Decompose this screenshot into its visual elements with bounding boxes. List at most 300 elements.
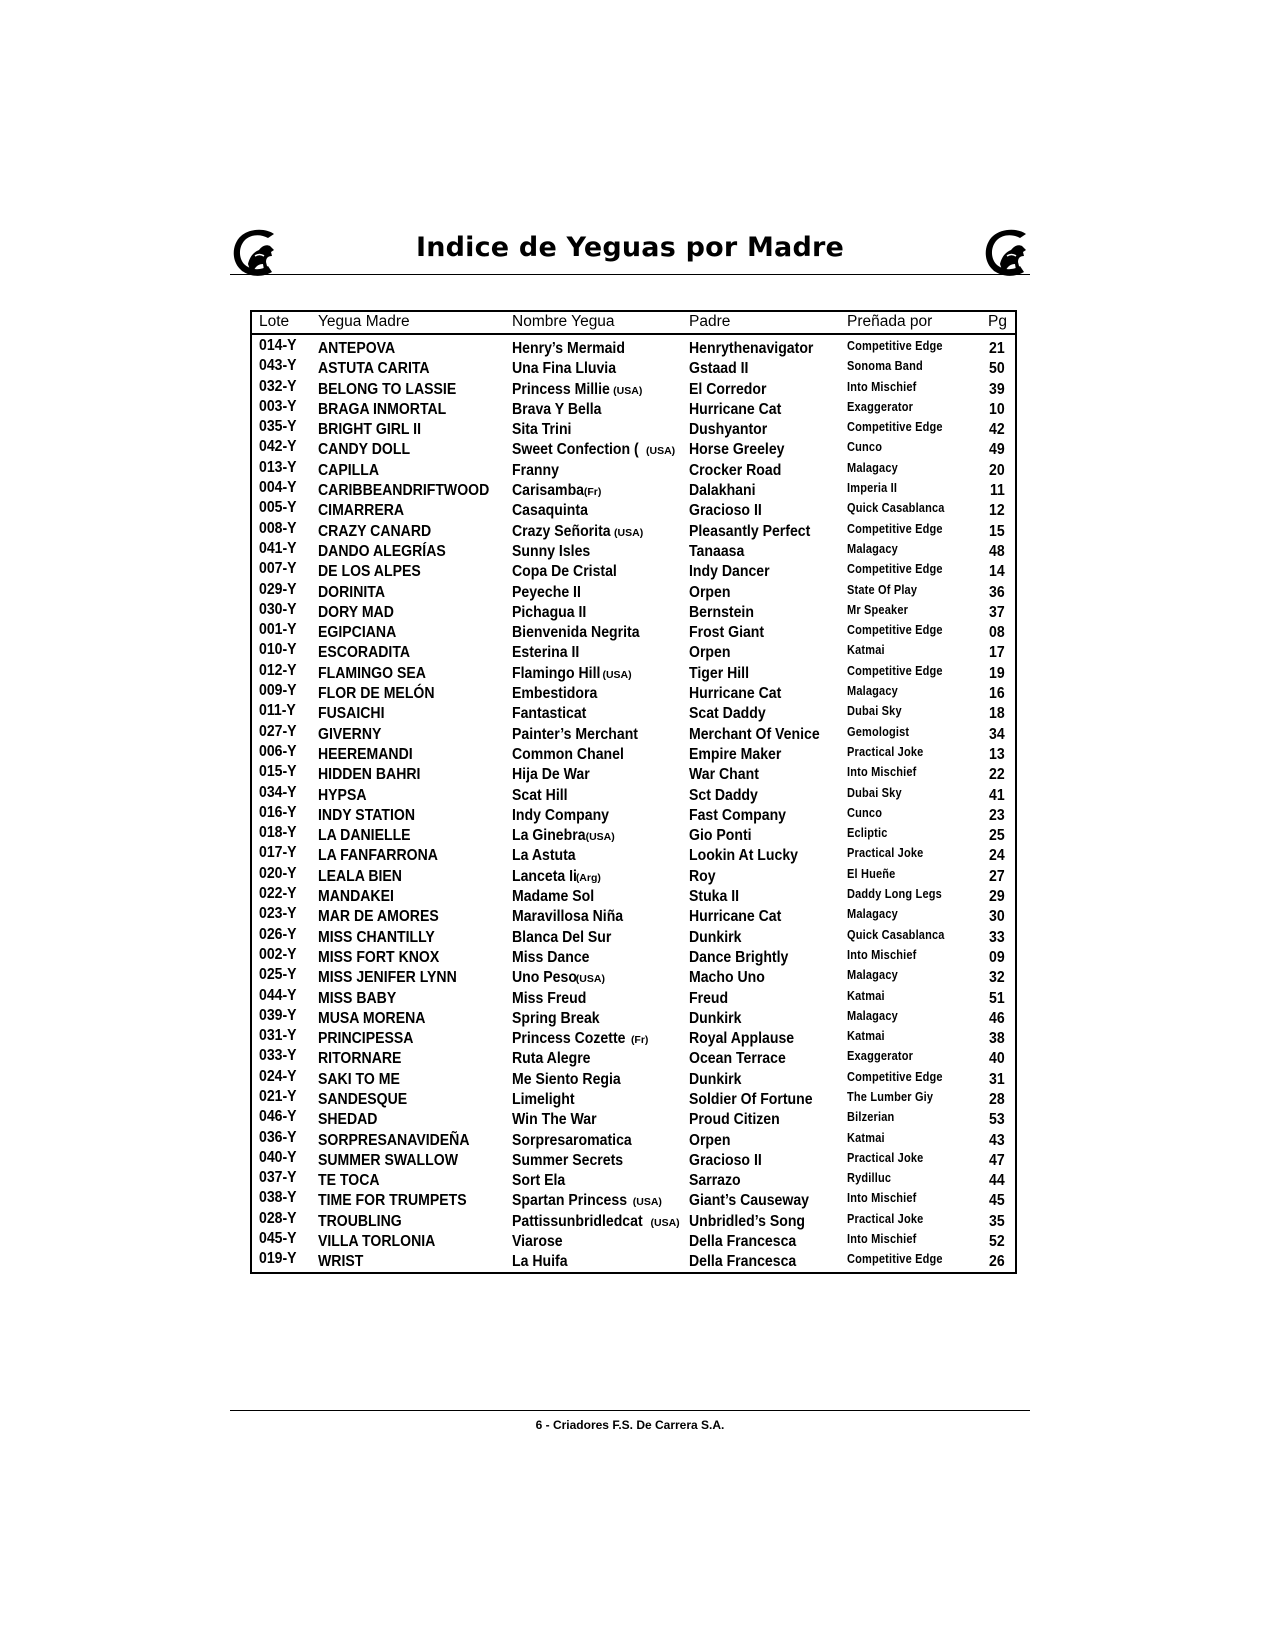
padre-cell-text: Giant’s Causeway (689, 1192, 809, 1210)
padre-cell-text: Gracioso II (689, 502, 762, 520)
nombre-cell (512, 523, 643, 541)
lote-cell (259, 885, 302, 903)
prenada-cell-text: Daddy Long Legs (847, 887, 942, 902)
madre-cell-text: CAPILLA (318, 461, 380, 479)
lote-cell-text: 012-Y (259, 661, 297, 679)
madre-cell-text: MISS JENIFER LYNN (318, 969, 457, 987)
pg-cell-text: 39 (989, 380, 1005, 398)
madre-cell (318, 1030, 426, 1048)
prenada-cell-text: Katmai (847, 988, 885, 1003)
madre-cell (318, 340, 406, 358)
pg-cell-text: 31 (989, 1070, 1005, 1088)
lote-cell-text: 005-Y (259, 499, 297, 517)
nombre-cell-text: Me Siento Regia (512, 1070, 621, 1088)
nombre-cell (512, 766, 600, 784)
madre-cell (318, 665, 441, 683)
padre-cell (689, 1213, 821, 1231)
pg-cell (989, 847, 1007, 865)
prenada-cell-text: Bilzerian (847, 1110, 895, 1125)
padre-cell (689, 1030, 808, 1048)
lote-cell (259, 905, 302, 923)
origin-suffix: (USA) (575, 973, 605, 986)
padre-cell-text: Sarrazo (689, 1172, 741, 1190)
lote-cell (259, 804, 302, 822)
page-title: Indice de Yeguas por Madre (415, 232, 845, 263)
lote-cell (259, 1068, 302, 1086)
pg-cell (989, 441, 1007, 459)
padre-cell (689, 990, 733, 1008)
nombre-cell-text: Franny (512, 461, 559, 479)
madre-cell-text: SAKI TO ME (318, 1070, 400, 1088)
prenada-cell-text: Malagacy (847, 460, 898, 475)
prenada-cell (847, 562, 956, 576)
pg-cell (989, 1233, 1007, 1251)
madre-cell-text: DANDO ALEGRÍAS (318, 542, 446, 560)
nombre-cell (512, 929, 625, 947)
origin-suffix: (Fr) (583, 486, 602, 499)
prenada-cell (847, 1029, 890, 1043)
lote-cell (259, 824, 302, 842)
prenada-cell (847, 948, 926, 962)
madre-cell (318, 502, 416, 520)
madre-cell-text: HEEREMANDI (318, 745, 413, 763)
prenada-cell (847, 481, 904, 495)
nombre-cell-text: Sweet Confection ( (512, 441, 639, 459)
prenada-cell-text: Imperia II (847, 481, 898, 496)
prenada-cell (847, 1110, 901, 1124)
prenada-cell-text: Into Mischief (847, 379, 917, 394)
prenada-cell-text: Quick Casablanca (847, 501, 945, 516)
nombre-cell-text: Scat Hill (512, 786, 568, 804)
lote-cell-text: 026-Y (259, 925, 297, 943)
pg-cell (989, 563, 1007, 581)
madre-cell-text: LA DANIELLE (318, 827, 411, 845)
lote-cell-text: 025-Y (259, 966, 297, 984)
prenada-cell-text: Cunco (847, 805, 883, 820)
nombre-cell-text: Princess Millie (512, 380, 610, 398)
column-header-madre: Yegua Madre (318, 313, 410, 330)
nombre-cell (512, 482, 601, 500)
madre-cell (318, 482, 513, 500)
origin-suffix: (USA) (613, 384, 643, 397)
padre-cell (689, 1111, 792, 1129)
padre-cell-text: Tanaasa (689, 542, 745, 560)
madre-cell-text: CRAZY CANARD (318, 522, 432, 540)
pg-cell-text: 48 (989, 542, 1005, 560)
nombre-cell-text: Spring Break (512, 1009, 600, 1027)
padre-cell (689, 1233, 811, 1251)
pg-cell (989, 381, 1007, 399)
pg-cell-text: 34 (989, 725, 1005, 743)
padre-cell-text: Gstaad II (689, 360, 749, 378)
nombre-cell (512, 624, 657, 642)
pg-cell (989, 340, 1007, 358)
padre-cell-text: Orpen (689, 1131, 731, 1149)
origin-suffix: (Fr) (630, 1034, 649, 1047)
madre-cell-text: GIVERNY (318, 725, 382, 743)
padre-cell-text: Stuka II (689, 888, 740, 906)
nombre-cell (512, 604, 596, 622)
prenada-cell (847, 928, 958, 942)
madre-cell-text: TROUBLING (318, 1212, 402, 1230)
lote-cell-text: 039-Y (259, 1006, 297, 1024)
pg-cell-text: 44 (989, 1172, 1005, 1190)
lote-cell-text: 004-Y (259, 479, 297, 497)
pg-cell (989, 1152, 1007, 1170)
madre-cell (318, 888, 404, 906)
prenada-cell-text: The Lumber Giy (847, 1089, 934, 1104)
prenada-cell (847, 440, 887, 454)
pg-cell-text: 43 (989, 1131, 1005, 1149)
prenada-cell (847, 725, 918, 739)
padre-cell (689, 1071, 749, 1089)
prenada-cell (847, 1009, 905, 1023)
madre-cell-text: ASTUTA CARITA (318, 360, 430, 378)
padre-cell-text: Gracioso II (689, 1151, 762, 1169)
madre-cell-text: MISS FORT KNOX (318, 948, 440, 966)
pg-cell-text: 22 (989, 766, 1005, 784)
madre-cell (318, 604, 404, 622)
prenada-cell (847, 583, 927, 597)
prenada-cell-text: Ecliptic (847, 826, 888, 841)
prenada-cell (847, 887, 955, 901)
origin-suffix: (USA) (585, 831, 615, 844)
nombre-cell (512, 705, 596, 723)
madre-cell (318, 1050, 413, 1068)
madre-cell-text: EGIPCIANA (318, 624, 397, 642)
lote-cell-text: 007-Y (259, 560, 297, 578)
nombre-cell-text: Henry’s Mermaid (512, 340, 625, 357)
padre-cell (689, 705, 776, 723)
lote-cell-text: 038-Y (259, 1189, 297, 1207)
lote-cell-text: 044-Y (259, 986, 297, 1004)
padre-cell (689, 1253, 811, 1271)
madre-cell (318, 766, 434, 784)
nombre-cell (512, 1233, 570, 1251)
lote-cell (259, 520, 302, 538)
madre-cell-text: ESCORADITA (318, 644, 411, 662)
nombre-cell (512, 401, 614, 419)
table-row (252, 580, 1015, 604)
pg-cell (989, 1010, 1007, 1028)
madre-cell-text: ANTEPOVA (318, 340, 396, 357)
madre-cell (318, 1132, 490, 1150)
prenada-cell-text: Practical Joke (847, 1211, 924, 1226)
nombre-cell (512, 1071, 636, 1089)
padre-cell-text: Orpen (689, 644, 731, 662)
pg-cell (989, 1030, 1007, 1048)
padre-cell (689, 766, 768, 784)
nombre-cell (512, 827, 615, 845)
lote-cell (259, 1047, 302, 1065)
nombre-cell-text: Esterina II (512, 644, 580, 662)
madre-cell-text: SANDESQUE (318, 1090, 408, 1108)
nombre-cell-text: Una Fina Lluvia (512, 360, 617, 378)
madre-cell (318, 1213, 413, 1231)
lote-cell (259, 1108, 302, 1126)
table-row (252, 1230, 1015, 1253)
prenada-cell-text: Competitive Edge (847, 339, 943, 353)
pg-cell-text: 37 (989, 603, 1005, 621)
prenada-cell-text: Practical Joke (847, 1150, 924, 1165)
lote-cell (259, 1007, 302, 1025)
madre-cell (318, 847, 454, 865)
nombre-cell-text: Pattissunbridledcat (512, 1212, 643, 1230)
nombre-cell (512, 949, 600, 967)
nombre-cell (512, 1010, 612, 1028)
lote-cell-text: 018-Y (259, 824, 297, 842)
pg-cell-text: 30 (989, 908, 1005, 926)
lote-cell-text: 028-Y (259, 1209, 297, 1227)
prenada-cell (847, 745, 934, 759)
lote-cell (259, 1230, 302, 1248)
nombre-cell-text: Spartan Princess (512, 1192, 628, 1210)
lote-cell (259, 621, 302, 639)
table-row (252, 966, 1015, 989)
prenada-cell (847, 765, 926, 779)
prenada-cell-text: Malagacy (847, 1008, 898, 1023)
prenada-cell (847, 623, 956, 637)
table-row (252, 641, 1015, 664)
prenada-cell-text: Dubai Sky (847, 704, 902, 719)
prenada-cell-text: Quick Casablanca (847, 927, 945, 942)
nombre-cell-text: Win The War (512, 1111, 597, 1129)
pg-cell (989, 705, 1007, 723)
nombre-cell-text: Carisamba (512, 482, 585, 500)
pg-cell (989, 949, 1007, 967)
pg-cell (989, 1132, 1007, 1150)
lote-cell (259, 438, 302, 456)
page-header (230, 222, 1030, 275)
nombre-cell-text: Crazy Señorita (512, 522, 611, 540)
lote-cell-text: 040-Y (259, 1148, 297, 1166)
prenada-cell-text: Competitive Edge (847, 562, 943, 577)
nombre-cell-text: Indy Company (512, 806, 610, 824)
nombre-cell (512, 746, 639, 764)
prenada-cell-text: Malagacy (847, 684, 898, 699)
pg-cell-text: 18 (989, 705, 1005, 723)
padre-cell (689, 949, 802, 967)
madre-cell (318, 421, 435, 439)
prenada-cell (847, 867, 902, 881)
padre-cell-text: Hurricane Cat (689, 685, 782, 703)
nombre-cell (512, 421, 580, 439)
madre-cell (318, 462, 387, 480)
pg-cell (989, 421, 1007, 439)
pg-cell-text: 24 (989, 847, 1005, 865)
madre-cell-text: SORPRESANAVIDEÑA (318, 1131, 470, 1149)
table-row (252, 560, 1015, 583)
lote-cell-text: 019-Y (259, 1250, 297, 1268)
prenada-cell-text: Competitive Edge (847, 623, 943, 638)
nombre-cell-text: Peyeche II (512, 583, 581, 601)
pg-cell (989, 888, 1007, 906)
madre-cell-text: FLOR DE MELÓN (318, 685, 435, 703)
nombre-cell (512, 381, 642, 399)
pg-cell (989, 766, 1007, 784)
prenada-cell-text: Katmai (847, 643, 885, 658)
padre-cell (689, 441, 798, 459)
nombre-cell (512, 726, 655, 744)
prenada-cell-text: Exaggerator (847, 1049, 914, 1064)
padre-cell (689, 502, 772, 520)
pg-cell-text: 52 (989, 1233, 1005, 1251)
madre-cell-text: FUSAICHI (318, 705, 385, 723)
padre-cell-text: Dushyantor (689, 421, 768, 439)
prenada-cell (847, 501, 958, 515)
table-row (252, 763, 1015, 786)
nombre-cell-text: Fantasticat (512, 705, 587, 723)
footer-text: 6 - Criadores F.S. De Carrera S.A. (535, 1418, 725, 1432)
prenada-cell (847, 339, 956, 353)
table-row (252, 925, 1015, 949)
pg-cell (989, 584, 1007, 602)
prenada-cell (847, 1212, 934, 1226)
madre-cell (318, 360, 445, 378)
lote-cell-text: 006-Y (259, 742, 297, 760)
madre-cell-text: CIMARRERA (318, 502, 405, 520)
madre-cell-text: DORY MAD (318, 603, 394, 621)
nombre-cell (512, 441, 675, 459)
lote-cell (259, 1210, 302, 1228)
lote-cell-text: 046-Y (259, 1108, 297, 1126)
padre-cell (689, 340, 830, 358)
lote-cell-text: 009-Y (259, 682, 297, 700)
pg-cell-text: 42 (989, 421, 1005, 439)
pg-cell-text: 26 (989, 1253, 1005, 1271)
pg-cell-text: 51 (989, 989, 1005, 1007)
prenada-cell (847, 542, 905, 556)
table-row (252, 1108, 1015, 1131)
origin-suffix: (USA) (650, 1216, 680, 1229)
padre-cell (689, 644, 736, 662)
lote-cell-text: 022-Y (259, 885, 297, 903)
nombre-cell (512, 584, 590, 602)
padre-cell (689, 726, 838, 744)
nombre-cell-text: Miss Freud (512, 989, 587, 1007)
nombre-cell (512, 1030, 648, 1048)
pg-cell-text: 50 (989, 360, 1005, 378)
padre-cell-text: Fast Company (689, 806, 787, 824)
padre-cell-text: Dalakhani (689, 482, 756, 500)
pg-cell-text: 53 (989, 1111, 1005, 1129)
pg-cell-text: 13 (989, 745, 1005, 763)
lote-cell-text: 002-Y (259, 945, 297, 963)
padre-cell (689, 1172, 748, 1190)
madre-cell (318, 726, 390, 744)
lote-cell (259, 784, 302, 802)
table-body (252, 337, 1015, 1274)
padre-cell (689, 969, 775, 987)
lote-cell-text: 042-Y (259, 438, 297, 456)
pg-cell-text: 17 (989, 644, 1005, 662)
madre-cell-text: PRINCIPESSA (318, 1030, 414, 1048)
lote-cell (259, 1169, 302, 1187)
nombre-cell-text: Hija De War (512, 766, 590, 784)
lote-cell-text: 035-Y (259, 418, 297, 436)
pg-cell (989, 1213, 1007, 1231)
pg-cell-text: 35 (989, 1212, 1005, 1230)
madre-cell (318, 1152, 477, 1170)
padre-cell (689, 1010, 749, 1028)
madre-cell-text: MAR DE AMORES (318, 908, 439, 926)
madre-cell (318, 584, 394, 602)
madre-cell (318, 949, 456, 967)
lote-cell (259, 560, 302, 578)
table-row (252, 458, 1015, 482)
madre-cell-text: RITORNARE (318, 1050, 402, 1068)
nombre-cell-text: Limelight (512, 1090, 575, 1108)
table-header (252, 312, 1015, 335)
prenada-cell-text: El Hueñe (847, 866, 896, 881)
pg-cell-text: 32 (989, 969, 1005, 987)
lote-cell (259, 702, 301, 720)
pg-cell-text: 47 (989, 1151, 1005, 1169)
nombre-cell-text: Ruta Alegre (512, 1050, 591, 1068)
prenada-cell-text: Competitive Edge (847, 1252, 943, 1267)
padre-cell (689, 360, 757, 378)
lote-cell (259, 499, 302, 517)
prenada-cell-text: Practical Joke (847, 846, 924, 861)
nombre-cell-text: Uno Peso (512, 969, 577, 987)
padre-cell (689, 401, 794, 419)
padre-cell-text: Sct Daddy (689, 786, 758, 804)
prenada-cell-text: Into Mischief (847, 1191, 917, 1206)
padre-cell-text: Della Francesca (689, 1253, 797, 1271)
padre-cell-text: Scat Daddy (689, 705, 766, 723)
pg-cell (989, 523, 1007, 541)
pg-cell-text: 14 (989, 563, 1005, 581)
lote-cell-text: 017-Y (259, 844, 297, 862)
madre-cell (318, 1172, 388, 1190)
table-row (252, 1027, 1015, 1050)
nombre-cell (512, 502, 598, 520)
lote-cell (259, 743, 302, 761)
padre-cell-text: El Corredor (689, 380, 767, 398)
table-row (252, 357, 1015, 380)
padre-cell-text: Henrythenavigator (689, 340, 814, 357)
prenada-cell-text: Cunco (847, 440, 883, 455)
lote-cell-text: 023-Y (259, 905, 297, 923)
madre-cell (318, 705, 394, 723)
prenada-cell (847, 907, 905, 921)
nombre-cell (512, 1192, 662, 1210)
madre-cell-text: VILLA TORLONIA (318, 1233, 436, 1251)
madre-cell (318, 990, 407, 1008)
table-row (252, 1006, 1015, 1030)
madre-cell (318, 868, 413, 886)
table-row (252, 885, 1015, 908)
prenada-cell-text: Competitive Edge (847, 1069, 943, 1084)
padre-cell-text: Dunkirk (689, 1009, 742, 1027)
table-row (252, 621, 1015, 644)
madre-cell-text: FLAMINGO SEA (318, 664, 426, 682)
pg-cell (989, 543, 1007, 561)
prenada-cell (847, 684, 905, 698)
table-row (252, 702, 1015, 725)
prenada-cell-text: Competitive Edge (847, 521, 943, 536)
prenada-cell (847, 1252, 956, 1266)
lote-cell (259, 844, 302, 862)
table-row (252, 479, 1015, 502)
table-row (252, 986, 1015, 1010)
table-row (252, 337, 1015, 360)
lote-cell-text: 020-Y (259, 864, 297, 882)
pg-cell-text: 41 (989, 786, 1005, 804)
lote-cell (259, 865, 302, 883)
madre-cell-text: INDY STATION (318, 806, 416, 824)
lote-cell-text: 010-Y (259, 641, 297, 659)
